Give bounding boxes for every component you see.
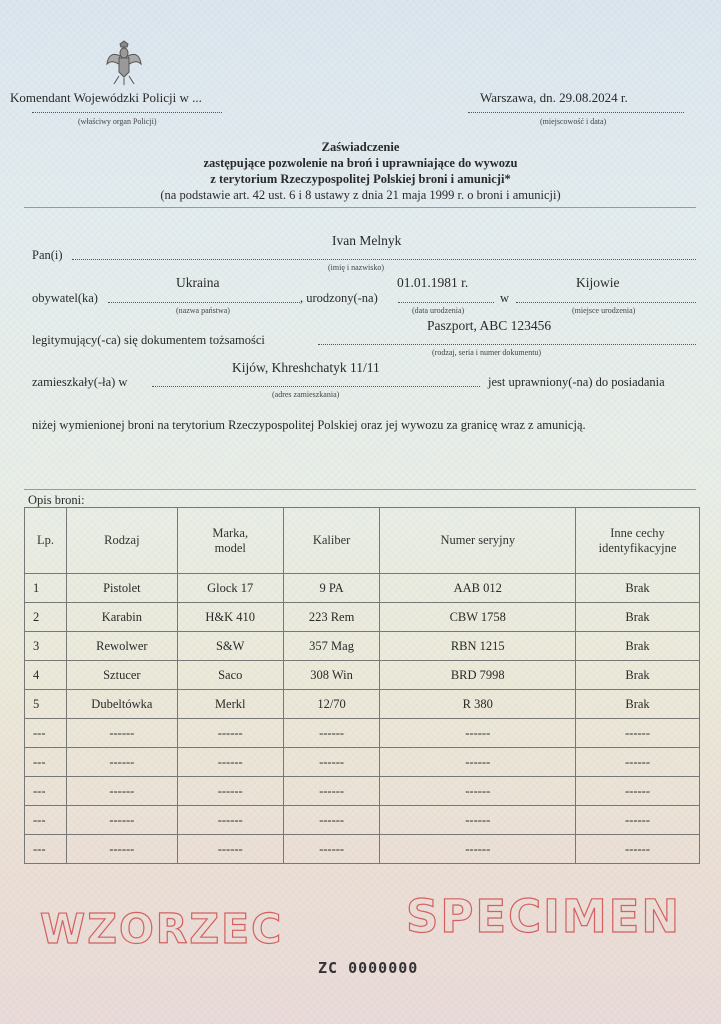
id-label: legitymujący(-ca) się dokumentem tożsamości <box>32 333 265 347</box>
birth-place-note: (miejsce urodzenia) <box>572 306 636 315</box>
weapons-divider <box>24 489 696 490</box>
cell-serial-number: R 380 <box>380 690 576 719</box>
cell-serial-number: ------ <box>380 748 576 777</box>
document-serial-number: ZC 0000000 <box>318 959 419 977</box>
cell-type: ------ <box>66 748 177 777</box>
cell-caliber: ------ <box>283 806 380 835</box>
birth-place-value: Kijowie <box>576 275 620 290</box>
cell-other-features: Brak <box>576 632 700 661</box>
cell-lp: --- <box>25 748 67 777</box>
cell-make-model: Merkl <box>177 690 283 719</box>
doc-subtitle-2: z terytorium Rzeczypospolitej Polskiej broni i amunicji* <box>210 172 511 186</box>
place-date-dots <box>468 112 684 113</box>
cell-type: ------ <box>66 719 177 748</box>
cell-lp: 4 <box>25 661 67 690</box>
cell-make-model: ------ <box>177 777 283 806</box>
address-note: (adres zamieszkania) <box>272 390 340 399</box>
cell-type: ------ <box>66 806 177 835</box>
citizen-label: obywatel(ka) <box>32 291 98 305</box>
header-type: Rodzaj <box>66 508 177 574</box>
weapons-section-label: Opis broni: <box>28 493 85 507</box>
cell-type: Karabin <box>66 603 177 632</box>
header-lp: Lp. <box>25 508 67 574</box>
citizenship-value: Ukraina <box>176 275 220 290</box>
cell-lp: --- <box>25 777 67 806</box>
cell-make-model: H&K 410 <box>177 603 283 632</box>
cell-lp: 3 <box>25 632 67 661</box>
cell-make-model: Glock 17 <box>177 574 283 603</box>
wzorzec-stamp: WZORZEC <box>40 905 284 953</box>
cell-caliber: ------ <box>283 835 380 864</box>
cell-make-model: ------ <box>177 748 283 777</box>
cell-other-features: ------ <box>576 835 700 864</box>
address-dots <box>152 386 480 387</box>
pan-label: Pan(i) <box>32 248 63 262</box>
cell-caliber: 9 PA <box>283 574 380 603</box>
table-row <box>25 719 700 748</box>
cell-serial-number: ------ <box>380 777 576 806</box>
address-value: Kijów, Khreshchatyk 11/11 <box>232 360 380 375</box>
header-caliber: Kaliber <box>283 508 380 574</box>
table-row <box>25 748 700 777</box>
cell-lp: --- <box>25 806 67 835</box>
cell-type: Rewolwer <box>66 632 177 661</box>
citizenship-note: (nazwa państwa) <box>176 306 230 315</box>
cell-make-model: S&W <box>177 632 283 661</box>
cell-other-features: ------ <box>576 748 700 777</box>
cell-serial-number: CBW 1758 <box>380 603 576 632</box>
table-row <box>25 574 700 603</box>
doc-subtitle-1: zastępujące pozwolenie na broń i uprawniające do wywozu <box>203 156 518 170</box>
id-note: (rodzaj, seria i numer dokumentu) <box>432 348 542 357</box>
birth-place-dots <box>516 302 696 303</box>
cell-lp: 1 <box>25 574 67 603</box>
cell-make-model: ------ <box>177 806 283 835</box>
cell-type: ------ <box>66 777 177 806</box>
cell-serial-number: ------ <box>380 806 576 835</box>
place-and-date: Warszawa, dn. 29.08.2024 r. <box>480 90 628 105</box>
citizenship-dots <box>108 302 300 303</box>
doc-title: Zaświadczenie <box>321 140 400 154</box>
in-label: w <box>500 291 510 305</box>
cell-type: Sztucer <box>66 661 177 690</box>
specimen-stamp: SPECIMEN <box>406 890 682 943</box>
legal-basis: (na podstawie art. 42 ust. 6 i 8 ustawy z dnia 21 maja 1999 r. o broni i amunicji) <box>160 188 561 202</box>
cell-other-features: ------ <box>576 806 700 835</box>
name-note: (imię i nazwisko) <box>328 263 384 272</box>
cell-caliber: ------ <box>283 719 380 748</box>
cell-serial-number: RBN 1215 <box>380 632 576 661</box>
header-make-model: Marka, model <box>177 508 283 574</box>
cell-serial-number: ------ <box>380 719 576 748</box>
authority-note: (właściwy organ Policji) <box>78 117 157 126</box>
issuing-authority: Komendant Wojewódzki Policji w ... <box>10 90 202 105</box>
cell-serial-number: BRD 7998 <box>380 661 576 690</box>
cell-caliber: 12/70 <box>283 690 380 719</box>
place-date-note: (miejscowość i data) <box>540 117 607 126</box>
table-header-row <box>25 508 700 574</box>
id-document-value: Paszport, ABC 123456 <box>427 318 552 333</box>
cell-type: Dubeltówka <box>66 690 177 719</box>
cell-caliber: 308 Win <box>283 661 380 690</box>
cell-caliber: ------ <box>283 748 380 777</box>
cell-lp: --- <box>25 835 67 864</box>
table-row <box>25 603 700 632</box>
cell-make-model: ------ <box>177 835 283 864</box>
cell-lp: 5 <box>25 690 67 719</box>
address-label: zamieszkały(-ła) w <box>32 375 128 389</box>
cell-other-features: Brak <box>576 690 700 719</box>
cell-serial-number: AAB 012 <box>380 574 576 603</box>
table-row <box>25 690 700 719</box>
cell-lp: --- <box>25 719 67 748</box>
title-divider <box>24 207 696 208</box>
cell-type: ------ <box>66 835 177 864</box>
holder-name: Ivan Melnyk <box>332 233 402 248</box>
born-label: , urodzony(-na) <box>300 291 378 305</box>
cell-caliber: ------ <box>283 777 380 806</box>
cell-other-features: ------ <box>576 777 700 806</box>
cell-serial-number: ------ <box>380 835 576 864</box>
birth-date-value: 01.01.1981 r. <box>397 275 469 290</box>
table-row <box>25 806 700 835</box>
name-dots <box>72 259 696 260</box>
entitled-label: jest uprawniony(-na) do posiadania <box>488 375 665 389</box>
authority-dots <box>32 112 222 113</box>
header-serial: Numer seryjny <box>380 508 576 574</box>
table-row <box>25 835 700 864</box>
cell-other-features: Brak <box>576 661 700 690</box>
cell-other-features: ------ <box>576 719 700 748</box>
id-dots <box>318 344 696 345</box>
table-row <box>25 661 700 690</box>
cell-make-model: Saco <box>177 661 283 690</box>
cell-caliber: 223 Rem <box>283 603 380 632</box>
eagle-emblem-icon <box>106 40 142 86</box>
cell-other-features: Brak <box>576 574 700 603</box>
entitlement-statement: niżej wymienionej broni na terytorium Rzeczypospolitej Polskiej oraz jej wywozu za granicę wraz z amunicją. <box>32 418 586 432</box>
header-other: Inne cechy identyfikacyjne <box>576 508 700 574</box>
birth-date-note: (data urodzenia) <box>412 306 465 315</box>
table-row <box>25 632 700 661</box>
cell-type: Pistolet <box>66 574 177 603</box>
cell-lp: 2 <box>25 603 67 632</box>
birth-date-dots <box>398 302 494 303</box>
weapons-table <box>24 507 700 864</box>
cell-caliber: 357 Mag <box>283 632 380 661</box>
cell-other-features: Brak <box>576 603 700 632</box>
table-row <box>25 777 700 806</box>
cell-make-model: ------ <box>177 719 283 748</box>
